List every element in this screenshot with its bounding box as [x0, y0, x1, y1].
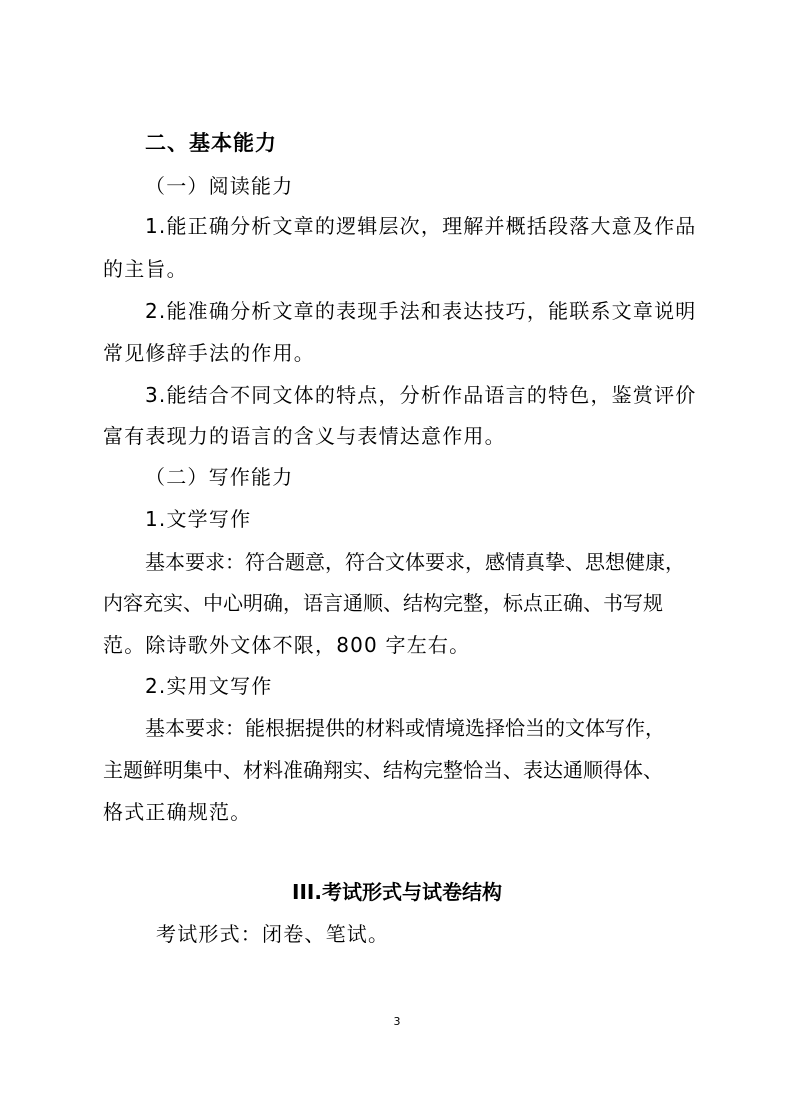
- writing-subheading: （二）写作能力: [145, 465, 294, 489]
- practical-writing-line-3: 格式正确规范。: [103, 800, 252, 824]
- literary-writing-line-3: 范。除诗歌外文体不限，800 字左右。: [103, 633, 471, 657]
- exam-form-text: 考试形式：闭卷、笔试。: [156, 922, 390, 946]
- literary-writing-line-2: 内容充实、中心明确，语言通顺、结构完整，标点正确、书写规: [103, 591, 663, 615]
- reading-item-1-line-1: 1.能正确分析文章的逻辑层次，理解并概括段落大意及作品: [145, 214, 697, 238]
- practical-writing-line-1: 基本要求：能根据提供的材料或情境选择恰当的文体写作，: [145, 716, 665, 740]
- literary-writing-title: 1.文学写作: [145, 507, 252, 531]
- reading-item-2-line-2: 常见修辞手法的作用。: [103, 341, 315, 365]
- reading-subheading: （一）阅读能力: [145, 174, 294, 198]
- reading-item-3-line-2: 富有表现力的语言的含义与表情达意作用。: [103, 424, 506, 448]
- practical-writing-title: 2.实用文写作: [145, 674, 273, 698]
- literary-writing-line-1: 基本要求：符合题意，符合文体要求，感情真挚、思想健康，: [145, 550, 685, 574]
- practical-writing-line-2: 主题鲜明集中、材料准确翔实、结构完整恰当、表达通顺得体、: [103, 758, 663, 782]
- reading-item-2-line-1: 2.能准确分析文章的表现手法和表达技巧，能联系文章说明: [145, 299, 697, 323]
- section-heading: 二、基本能力: [145, 131, 277, 155]
- page-number: 3: [393, 1015, 401, 1028]
- reading-item-3-line-1: 3.能结合不同文体的特点，分析作品语言的特色，鉴赏评价: [145, 383, 697, 407]
- section-3-title: III.考试形式与试卷结构: [292, 880, 502, 904]
- reading-item-1-line-2: 的主旨。: [103, 257, 188, 281]
